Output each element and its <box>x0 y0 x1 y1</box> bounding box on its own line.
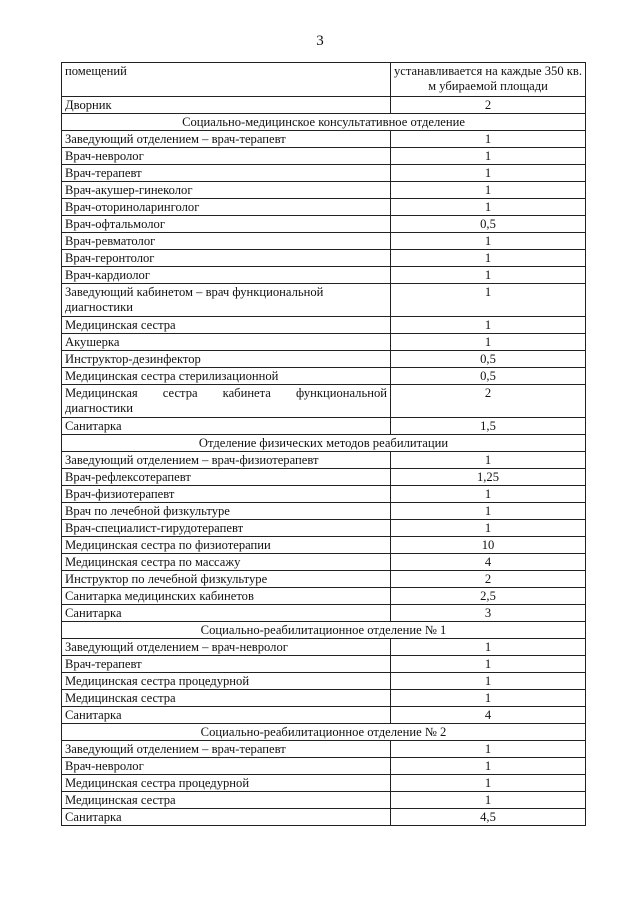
position-name-cell: Заведующий отделением – врач-невролог <box>62 639 391 656</box>
section-row <box>62 724 586 741</box>
position-name-cell: Санитарка <box>62 418 391 435</box>
position-name-cell: Медицинская сестра процедурной <box>62 775 391 792</box>
staff-count-cell: 1 <box>391 758 586 775</box>
staff-count-cell: 1 <box>391 520 586 537</box>
position-name-cell: Медицинская сестра по массажу <box>62 554 391 571</box>
staff-count-cell: 3 <box>391 605 586 622</box>
table-row <box>62 368 586 385</box>
table-row <box>62 469 586 486</box>
position-name-cell: Санитарка <box>62 707 391 724</box>
staff-count-cell: 1 <box>391 199 586 216</box>
position-name-cell: Акушерка <box>62 334 391 351</box>
table-row <box>62 216 586 233</box>
header-name-cell: помещений <box>62 63 391 97</box>
staff-count-cell: 1 <box>391 673 586 690</box>
staff-count-cell: 1 <box>391 775 586 792</box>
table-row <box>62 707 586 724</box>
position-name-cell: Медицинская сестра стерилизационной <box>62 368 391 385</box>
table-row <box>62 792 586 809</box>
staff-count-cell: 0,5 <box>391 216 586 233</box>
position-name-cell: Медицинская сестра <box>62 792 391 809</box>
table-row <box>62 758 586 775</box>
staff-count-cell: 1 <box>391 250 586 267</box>
position-name-cell: Санитарка медицинских кабинетов <box>62 588 391 605</box>
staff-count-cell: 0,5 <box>391 368 586 385</box>
position-name-cell: Санитарка <box>62 605 391 622</box>
table-row <box>62 284 586 317</box>
table-row <box>62 334 586 351</box>
position-name-cell: Инструктор по лечебной физкультуре <box>62 571 391 588</box>
position-name-cell: Врач по лечебной физкультуре <box>62 503 391 520</box>
staff-count-cell: 1 <box>391 165 586 182</box>
table-row <box>62 385 586 418</box>
staff-count-cell: 1 <box>391 284 586 317</box>
table-row <box>62 588 586 605</box>
table-row <box>62 351 586 368</box>
table-row <box>62 418 586 435</box>
staff-count-cell: 1 <box>391 148 586 165</box>
table-row <box>62 148 586 165</box>
position-name-cell: Врач-ревматолог <box>62 233 391 250</box>
table-body <box>62 63 586 826</box>
table-row <box>62 199 586 216</box>
table-row <box>62 520 586 537</box>
staff-count-cell: 1 <box>391 792 586 809</box>
position-name-cell: Врач-кардиолог <box>62 267 391 284</box>
position-name-cell: Медицинская сестра <box>62 317 391 334</box>
staff-count-cell: 1 <box>391 656 586 673</box>
staff-count-cell: 1 <box>391 233 586 250</box>
position-name-cell: Санитарка <box>62 809 391 826</box>
table-row <box>62 503 586 520</box>
table-row <box>62 809 586 826</box>
section-row <box>62 622 586 639</box>
position-name-cell: Заведующий отделением – врач-физиотерапевт <box>62 452 391 469</box>
table-row <box>62 741 586 758</box>
staff-count-cell: 10 <box>391 537 586 554</box>
position-name-cell: Медицинская сестра процедурной <box>62 673 391 690</box>
section-row <box>62 114 586 131</box>
table-row <box>62 182 586 199</box>
table-row <box>62 165 586 182</box>
staffing-table <box>61 62 586 826</box>
staff-count-cell: 0,5 <box>391 351 586 368</box>
staff-count-cell: 1 <box>391 334 586 351</box>
table-row <box>62 250 586 267</box>
staff-count-cell: 1 <box>391 486 586 503</box>
staff-count-cell: 2,5 <box>391 588 586 605</box>
staff-count-cell: 1 <box>391 452 586 469</box>
table-row <box>62 673 586 690</box>
section-title: Отделение физических методов реабилитации <box>62 435 586 452</box>
position-name-cell: Заведующий отделением – врач-терапевт <box>62 741 391 758</box>
position-name-cell: Заведующий кабинетом – врач функциональной диагностики <box>62 284 391 317</box>
position-name-cell: Врач-рефлексотерапевт <box>62 469 391 486</box>
position-name-cell: Заведующий отделением – врач-терапевт <box>62 131 391 148</box>
staff-count-cell: 1 <box>391 690 586 707</box>
staff-count-cell: 1 <box>391 131 586 148</box>
staff-count-cell: 1 <box>391 503 586 520</box>
table-row <box>62 690 586 707</box>
staff-count-cell: 2 <box>391 385 586 418</box>
staff-count-cell: 1 <box>391 317 586 334</box>
position-name-cell: Инструктор-дезинфектор <box>62 351 391 368</box>
position-name-cell: Врач-физиотерапевт <box>62 486 391 503</box>
section-title: Социально-реабилитационное отделение № 1 <box>62 622 586 639</box>
table-row <box>62 537 586 554</box>
position-name-cell: Врач-геронтолог <box>62 250 391 267</box>
table-row <box>62 233 586 250</box>
position-name-cell: Врач-специалист-гирудотерапевт <box>62 520 391 537</box>
table-header-row <box>62 63 586 97</box>
position-name-cell: Врач-невролог <box>62 758 391 775</box>
table-row <box>62 317 586 334</box>
staff-count-cell: 1,25 <box>391 469 586 486</box>
table-row <box>62 452 586 469</box>
position-name-cell: Врач-оториноларинголог <box>62 199 391 216</box>
position-name-cell: Врач-невролог <box>62 148 391 165</box>
position-name-cell: Врач-офтальмолог <box>62 216 391 233</box>
position-name-cell: Врач-терапевт <box>62 165 391 182</box>
staff-count-cell: 2 <box>391 97 586 114</box>
table-row <box>62 97 586 114</box>
position-name-cell: Медицинская сестра <box>62 690 391 707</box>
page-number: 3 <box>316 33 324 49</box>
position-name-cell: Медицинская сестра по физиотерапии <box>62 537 391 554</box>
table-row <box>62 267 586 284</box>
table-row <box>62 775 586 792</box>
position-name-cell: Дворник <box>62 97 391 114</box>
table-row <box>62 639 586 656</box>
staff-count-cell: 1 <box>391 182 586 199</box>
staff-count-cell: 1 <box>391 639 586 656</box>
staff-count-cell: 4,5 <box>391 809 586 826</box>
position-name-cell: Врач-терапевт <box>62 656 391 673</box>
position-name-cell: Медицинская сестра кабинета функциональной диагностики <box>62 385 391 418</box>
section-row <box>62 435 586 452</box>
table-row <box>62 656 586 673</box>
staff-count-cell: 1 <box>391 741 586 758</box>
table-row <box>62 605 586 622</box>
table-row <box>62 571 586 588</box>
staff-count-cell: 1,5 <box>391 418 586 435</box>
staff-count-cell: 1 <box>391 267 586 284</box>
table-row <box>62 131 586 148</box>
staff-count-cell: 2 <box>391 571 586 588</box>
section-title: Социально-реабилитационное отделение № 2 <box>62 724 586 741</box>
table-row <box>62 486 586 503</box>
staff-count-cell: 4 <box>391 554 586 571</box>
table-row <box>62 554 586 571</box>
section-title: Социально-медицинское консультативное отделение <box>62 114 586 131</box>
header-value-cell: устанавливается на каждые 350 кв. м убираемой площади <box>391 63 586 97</box>
staff-count-cell: 4 <box>391 707 586 724</box>
position-name-cell: Врач-акушер-гинеколог <box>62 182 391 199</box>
